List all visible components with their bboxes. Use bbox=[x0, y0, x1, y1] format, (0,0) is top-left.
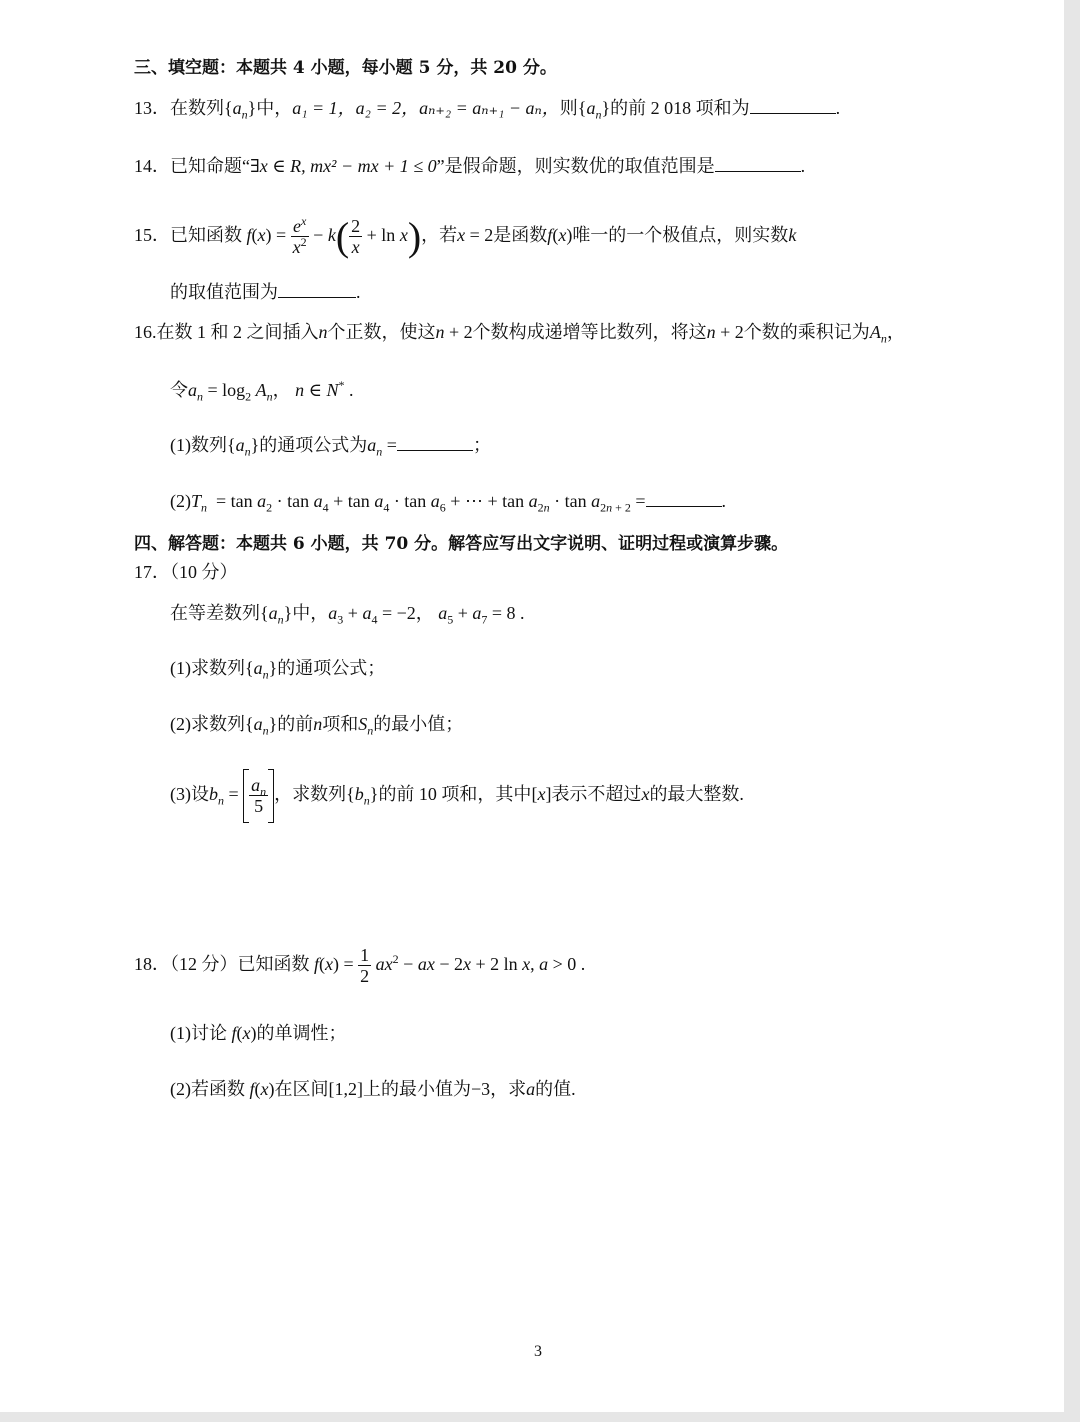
answer-blank bbox=[278, 279, 356, 298]
fraction-ex-over-x2: $\frac{e^x}{x^2}$ bbox=[292, 214, 307, 258]
question-15-cont: 的取值范围为 . bbox=[170, 279, 361, 305]
question-16-part1: (1)数列$\{a_n\}$的通项公式为$a_n$ = ； bbox=[170, 432, 491, 458]
answer-blank bbox=[397, 432, 473, 451]
question-16: 16.在数 1 和 2 之间插入n个正数，使这n + 2个数构成递增等比数列，将这n + 2个数的乘积记为$A_n$， bbox=[134, 322, 905, 346]
question-17-part3: (3)设$b_n$ = $\frac{a_n}{5}$ ，求数列$\{b_n\}$的前 10 项和，其中[x]表示不超过x的最大整数. bbox=[170, 766, 744, 823]
section-3-title: 三、填空题：本题共 4 小题，每小题 5 分，共 20 分。 bbox=[134, 58, 557, 78]
question-17-head: 17．（10 分） bbox=[134, 562, 238, 582]
answer-blank bbox=[750, 95, 836, 114]
fraction-1-over-2: $\frac{1}{2}$ bbox=[360, 945, 370, 987]
answer-blank bbox=[646, 488, 722, 507]
question-13: 13．在数列$\{a_n\}$中，a₁ = 1，a₂ = 2，aₙ₊₂ = aₙ₊₁ − aₙ，则$\{a_n\}$的前 2 018 项和为 . bbox=[134, 95, 840, 121]
question-17-part1: (1)求数列$\{a_n\}$的通项公式； bbox=[170, 658, 386, 682]
fraction-an-over-5: $\frac{a_n}{5}$ bbox=[251, 775, 267, 817]
question-17-cond: 在等差数列$\{a_n\}$中，$a_3 + a_4 = -2$， $a_5 + a_7 = 8$ . bbox=[170, 603, 525, 627]
fraction-2-over-x: $\frac{2}{x}$ bbox=[351, 216, 361, 258]
q13-conditions: a₁ = 1，a₂ = 2，aₙ₊₂ = aₙ₊₁ − aₙ， bbox=[292, 98, 560, 118]
answer-blank bbox=[715, 153, 801, 172]
page-edge-right bbox=[1064, 0, 1080, 1422]
question-16-part2: $(2)T_n = \tan a_2 \cdot \tan a_4 + \tan a_4 \cdot \tan a_6$ + ⋯ + $\tan a_{2n} \cdot \tan a_{2n + 2}$ = . bbox=[170, 488, 726, 514]
question-18: 18．（12 分）已知函数 f(x) = $\frac{1}{2}$ $ax^2$ − ax − 2x + 2 ln x, a > 0 . bbox=[134, 945, 586, 987]
page-number: 3 bbox=[534, 1343, 542, 1360]
question-17-part2: (2)求数列$\{a_n\}$的前n项和$S_n$的最小值； bbox=[170, 714, 464, 738]
question-16-def: 令$a_n = \log_2 A_n$， n ∈ N* . bbox=[170, 378, 354, 404]
question-18-part2: (2)若函数 f(x)在区间[1,2]上的最小值为−3，求a的值. bbox=[170, 1079, 576, 1099]
question-15: 15．已知函数 f(x) = $\frac{e^x}{x^2}$ − k( $\frac{2}{x}$ + ln x)，若x = 2是函数f(x)唯一的一个极值点，则实数k bbox=[134, 213, 797, 259]
section-4-title: 四、解答题：本题共 6 小题，共 70 分。解答应写出文字说明、证明过程或演算步骤。 bbox=[134, 534, 789, 554]
question-18-part1: (1)讨论 f(x)的单调性； bbox=[170, 1023, 347, 1043]
question-14: 14．已知命题“∃x ∈ R, mx² − mx + 1 ≤ 0”是假命题，则实数优的取值范围是 . bbox=[134, 153, 805, 179]
page-edge-bottom bbox=[0, 1412, 1080, 1422]
